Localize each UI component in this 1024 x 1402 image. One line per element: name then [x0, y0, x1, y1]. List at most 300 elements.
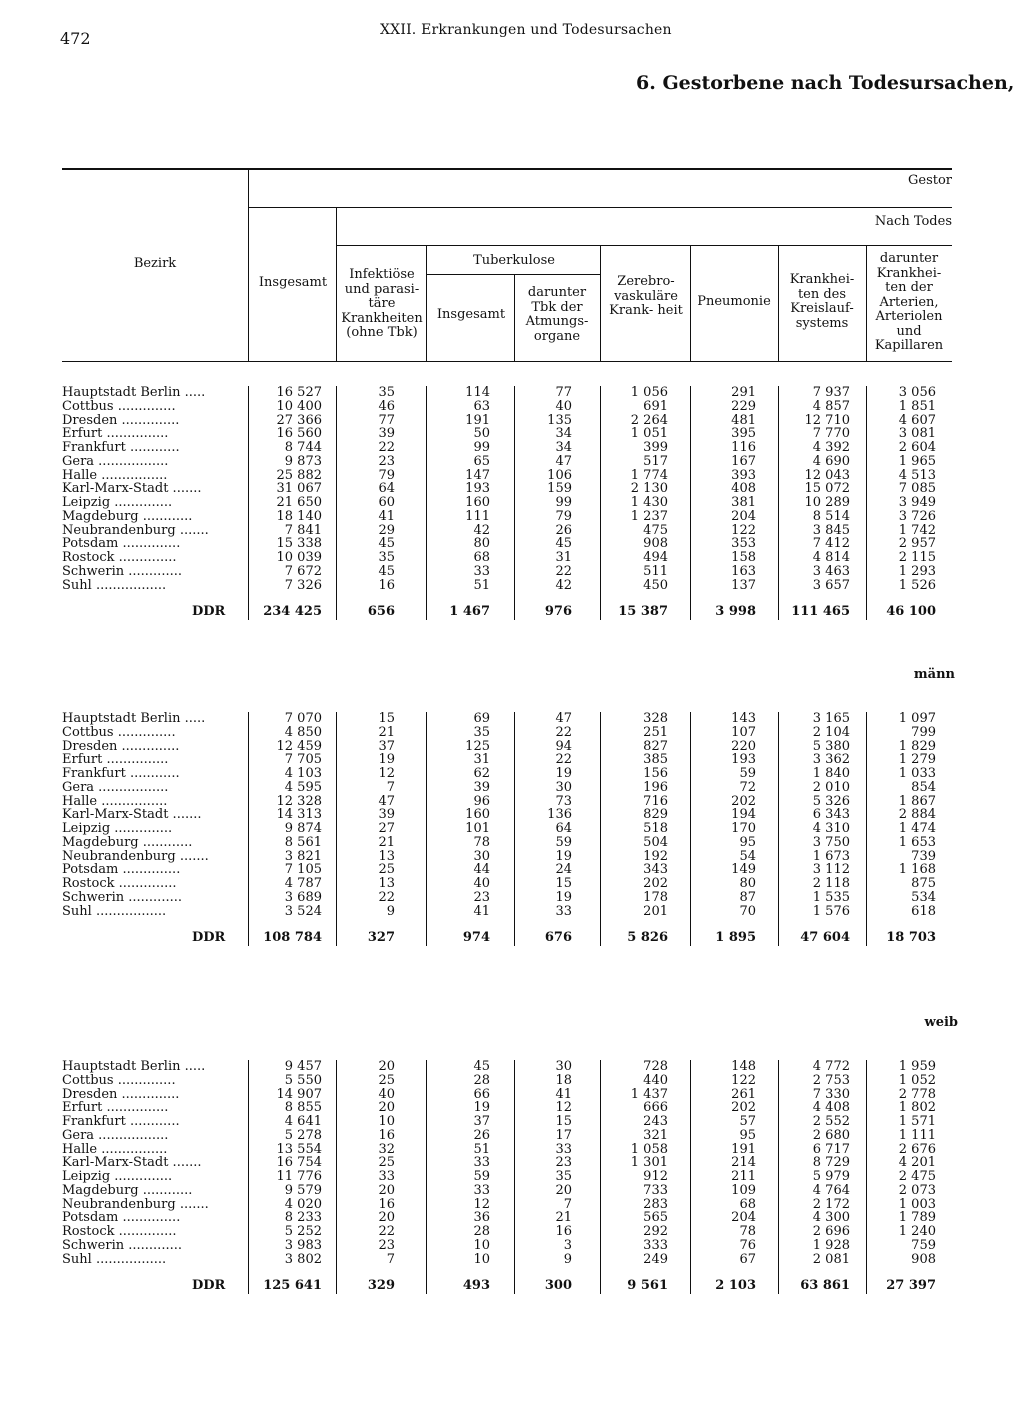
table-row [0, 482, 1024, 496]
table-cell: 87 [739, 889, 756, 905]
total-cell: 676 [544, 930, 572, 946]
table-cell: 64 [555, 821, 572, 836]
table-cell: 3 362 [812, 752, 850, 768]
table-cell: 618 [911, 903, 936, 919]
total-cell: 2 103 [715, 1278, 756, 1294]
table-cell: 3 165 [812, 711, 850, 726]
table-cell: 204 [731, 508, 756, 524]
total-cell: 656 [367, 604, 395, 620]
table-cell: 31 067 [276, 481, 322, 497]
table-cell: 19 [473, 1100, 490, 1116]
table-cell: 30 [473, 848, 490, 864]
table-cell: 9 873 [284, 453, 322, 469]
table-cell: 99 [555, 495, 572, 510]
table-cell: 163 [731, 563, 756, 579]
table-cell: 70 [739, 903, 756, 919]
bezirk-label: Frankfurt ............ [62, 441, 180, 455]
table-row [0, 1143, 1024, 1157]
table-cell: 16 527 [276, 385, 322, 400]
table-cell: 408 [731, 481, 756, 497]
header-tbk-darunter: darunter Tbk der Atmungs- organe [525, 285, 589, 344]
total-cell: 9 561 [627, 1278, 668, 1294]
table-cell: 12 [473, 1196, 490, 1212]
table-cell: 23 [378, 1237, 395, 1253]
table-cell: 4 310 [812, 821, 850, 836]
table-cell: 2 118 [812, 876, 850, 891]
table-row [0, 414, 1024, 428]
table-row [0, 822, 1024, 836]
header-infektioese: Infektiöse und parasi- täre Krankheiten (ohne Tbk) [341, 267, 423, 340]
table-cell: 251 [643, 724, 668, 740]
table-cell: 59 [473, 1169, 490, 1184]
table-cell: 7 937 [812, 385, 850, 400]
table-cell: 14 313 [276, 807, 322, 823]
bezirk-label: Dresden .............. [62, 1087, 180, 1102]
table-cell: 733 [643, 1182, 668, 1198]
table-cell: 42 [473, 522, 490, 538]
header-gestor: Gestor [907, 173, 952, 188]
table-cell: 59 [555, 834, 572, 850]
table-cell: 73 [555, 793, 572, 809]
table-cell: 2 172 [812, 1196, 850, 1212]
table-cell: 79 [555, 508, 572, 524]
table-cell: 8 744 [284, 440, 322, 455]
table-cell: 5 550 [284, 1072, 322, 1088]
table-cell: 158 [731, 550, 756, 565]
table-cell: 23 [473, 889, 490, 905]
table-cell: 15 [378, 711, 395, 726]
table-cell: 666 [643, 1100, 668, 1116]
table-cell: 51 [473, 577, 490, 593]
table-row [0, 1170, 1024, 1184]
table-cell: 2 130 [630, 481, 668, 497]
table-cell: 21 650 [276, 495, 322, 510]
table-cell: 3 [563, 1237, 572, 1253]
table-cell: 27 366 [276, 412, 322, 428]
table-cell: 114 [465, 385, 490, 400]
table-cell: 481 [731, 412, 756, 428]
table-cell: 385 [643, 752, 668, 768]
table-row [0, 1101, 1024, 1115]
table-cell: 135 [547, 412, 572, 428]
table-cell: 799 [911, 724, 936, 740]
table-cell: 67 [739, 1251, 756, 1267]
bezirk-label: Suhl ................. [62, 1252, 167, 1267]
table-cell: 249 [643, 1251, 668, 1267]
table-cell: 33 [378, 1169, 395, 1184]
table-cell: 37 [378, 738, 395, 754]
table-cell: 45 [555, 536, 572, 552]
table-cell: 109 [731, 1182, 756, 1198]
table-cell: 1 293 [898, 563, 936, 579]
bezirk-label: Dresden .............. [62, 739, 180, 754]
table-cell: 14 907 [276, 1086, 322, 1102]
table-cell: 7 [386, 779, 395, 795]
bezirk-label: Potsdam .............. [62, 537, 181, 552]
table-cell: 39 [378, 426, 395, 442]
table-cell: 77 [555, 385, 572, 400]
table-cell: 5 278 [284, 1127, 322, 1143]
table-cell: 291 [731, 385, 756, 400]
table-cell: 59 [739, 766, 756, 781]
table-cell: 33 [555, 1141, 572, 1157]
total-label: DDR [192, 1278, 226, 1294]
table-cell: 1 240 [898, 1224, 936, 1239]
table-cell: 261 [731, 1086, 756, 1102]
total-row [0, 930, 1024, 946]
bezirk-label: Karl-Marx-Stadt ....... [62, 808, 202, 823]
table-cell: 7 330 [812, 1086, 850, 1102]
table-cell: 33 [555, 903, 572, 919]
table-cell: 1 928 [812, 1237, 850, 1253]
table-cell: 15 [555, 1114, 572, 1129]
table-cell: 149 [731, 862, 756, 878]
table-cell: 107 [731, 724, 756, 740]
bezirk-label: Cottbus .............. [62, 399, 176, 414]
table-cell: 39 [473, 779, 490, 795]
table-cell: 353 [731, 536, 756, 552]
table-cell: 4 787 [284, 876, 322, 891]
table-cell: 6 717 [812, 1141, 850, 1157]
table-cell: 517 [643, 453, 668, 469]
table-cell: 7 841 [284, 522, 322, 538]
table-cell: 1 051 [630, 426, 668, 442]
bezirk-label: Halle ................ [62, 1142, 168, 1157]
table-cell: 20 [378, 1059, 395, 1074]
table-cell: 534 [911, 889, 936, 905]
table-cell: 106 [547, 467, 572, 483]
table-cell: 13 [378, 848, 395, 864]
table-cell: 8 855 [284, 1100, 322, 1116]
table-cell: 229 [731, 398, 756, 414]
section-label-weiblich: weib [924, 1015, 958, 1030]
table-cell: 1 774 [630, 467, 668, 483]
total-cell: 46 100 [886, 604, 936, 620]
table-cell: 22 [555, 724, 572, 740]
table-row [0, 1225, 1024, 1239]
total-cell: 47 604 [800, 930, 850, 946]
table-cell: 30 [555, 1059, 572, 1074]
bezirk-label: Erfurt ............... [62, 753, 169, 768]
table-cell: 908 [911, 1251, 936, 1267]
table-cell: 1 789 [898, 1210, 936, 1226]
table-cell: 76 [739, 1237, 756, 1253]
table-cell: 21 [378, 834, 395, 850]
section-label-maennlich: männ [913, 667, 955, 682]
table-title: 6. Gestorbene nach Todesursachen, [636, 72, 1015, 94]
table-cell: 26 [555, 522, 572, 538]
table-cell: 4 857 [812, 398, 850, 414]
table-cell: 156 [643, 766, 668, 781]
table-cell: 7 326 [284, 577, 322, 593]
bezirk-label: Halle ................ [62, 794, 168, 809]
bezirk-label: Hauptstadt Berlin ..... [62, 1060, 206, 1074]
total-row [0, 1278, 1024, 1294]
table-cell: 2 604 [898, 440, 936, 455]
table-cell: 25 [378, 1072, 395, 1088]
total-cell: 5 826 [627, 930, 668, 946]
table-cell: 193 [465, 481, 490, 497]
table-cell: 4 595 [284, 779, 322, 795]
table-cell: 1 526 [898, 577, 936, 593]
table-cell: 47 [378, 793, 395, 809]
table-cell: 10 400 [276, 398, 322, 414]
table-row [0, 781, 1024, 795]
table-cell: 45 [473, 1059, 490, 1074]
insgesamt-column-rule [336, 207, 337, 362]
table-cell: 3 750 [812, 834, 850, 850]
table-row [0, 1074, 1024, 1088]
table-cell: 18 140 [276, 508, 322, 524]
table-cell: 3 726 [898, 508, 936, 524]
table-cell: 15 338 [276, 536, 322, 552]
table-cell: 72 [739, 779, 756, 795]
header-top-rule [62, 168, 952, 170]
header-kreislauf: Krankhei- ten des Kreislauf- systems [789, 272, 855, 331]
table-cell: 137 [731, 577, 756, 593]
table-cell: 22 [378, 1224, 395, 1239]
table-cell: 33 [473, 563, 490, 579]
table-cell: 827 [643, 738, 668, 754]
bezirk-label: Neubrandenburg ....... [62, 849, 209, 864]
table-row [0, 455, 1024, 469]
total-cell: 974 [462, 930, 490, 946]
total-cell: 1 467 [449, 604, 490, 620]
table-cell: 22 [555, 563, 572, 579]
table-cell: 2 264 [630, 412, 668, 428]
bezirk-label: Cottbus .............. [62, 1073, 176, 1088]
table-cell: 475 [643, 522, 668, 538]
header-bottom-rule [62, 361, 952, 362]
table-cell: 283 [643, 1196, 668, 1212]
total-cell: 1 895 [715, 930, 756, 946]
table-cell: 381 [731, 495, 756, 510]
table-cell: 192 [643, 848, 668, 864]
table-cell: 5 252 [284, 1224, 322, 1239]
table-cell: 3 845 [812, 522, 850, 538]
table-cell: 2 475 [898, 1169, 936, 1184]
table-cell: 99 [473, 440, 490, 455]
table-cell: 2 552 [812, 1114, 850, 1129]
table-cell: 1 437 [630, 1086, 668, 1102]
table-cell: 5 979 [812, 1169, 850, 1184]
table-cell: 829 [643, 807, 668, 823]
table-cell: 8 514 [812, 508, 850, 524]
table-cell: 3 524 [284, 903, 322, 919]
table-cell: 243 [643, 1114, 668, 1129]
table-cell: 2 957 [898, 536, 936, 552]
total-cell: 27 397 [886, 1278, 936, 1294]
table-cell: 5 326 [812, 793, 850, 809]
table-cell: 68 [473, 550, 490, 565]
table-cell: 1 058 [630, 1141, 668, 1157]
table-cell: 68 [739, 1196, 756, 1212]
table-cell: 4 201 [898, 1155, 936, 1171]
bezirk-label: Gera ................. [62, 780, 169, 795]
table-cell: 22 [378, 440, 395, 455]
table-cell: 125 [465, 738, 490, 754]
table-cell: 116 [731, 440, 756, 455]
table-cell: 7 770 [812, 426, 850, 442]
table-cell: 40 [473, 876, 490, 891]
table-cell: 19 [555, 889, 572, 905]
table-cell: 10 [378, 1114, 395, 1129]
bezirk-label: Cottbus .............. [62, 725, 176, 740]
table-cell: 40 [555, 398, 572, 414]
table-cell: 8 233 [284, 1210, 322, 1226]
table-cell: 1 056 [630, 385, 668, 400]
table-cell: 2 680 [812, 1127, 850, 1143]
total-cell: 108 784 [263, 930, 322, 946]
table-cell: 41 [473, 903, 490, 919]
total-cell: 111 465 [791, 604, 850, 620]
bezirk-label: Potsdam .............. [62, 1211, 181, 1226]
bezirk-label: Hauptstadt Berlin ..... [62, 386, 206, 400]
table-cell: 220 [731, 738, 756, 754]
table-cell: 10 [473, 1251, 490, 1267]
table-cell: 35 [555, 1169, 572, 1184]
table-cell: 211 [731, 1169, 756, 1184]
table-row [0, 496, 1024, 510]
table-cell: 160 [465, 495, 490, 510]
table-cell: 504 [643, 834, 668, 850]
table-cell: 42 [555, 577, 572, 593]
table-row [0, 537, 1024, 551]
table-cell: 12 [555, 1100, 572, 1116]
table-cell: 66 [473, 1086, 490, 1102]
header-bezirk: Bezirk [133, 256, 177, 271]
table-cell: 1 033 [898, 766, 936, 781]
table-row [0, 469, 1024, 483]
table-cell: 32 [378, 1141, 395, 1157]
table-row [0, 850, 1024, 864]
table-cell: 16 754 [276, 1155, 322, 1171]
bezirk-label: Magdeburg ............ [62, 835, 193, 850]
table-row [0, 427, 1024, 441]
table-cell: 912 [643, 1169, 668, 1184]
table-cell: 41 [378, 508, 395, 524]
table-cell: 94 [555, 738, 572, 754]
table-cell: 20 [378, 1210, 395, 1226]
bezirk-label: Schwerin ............. [62, 1238, 182, 1253]
table-cell: 37 [473, 1114, 490, 1129]
bezirk-label: Frankfurt ............ [62, 767, 180, 781]
bezirk-label: Leipzig .............. [62, 822, 173, 836]
table-cell: 13 [378, 876, 395, 891]
table-cell: 759 [911, 1237, 936, 1253]
table-cell: 691 [643, 398, 668, 414]
table-row [0, 551, 1024, 565]
table-cell: 47 [555, 711, 572, 726]
table-cell: 96 [473, 793, 490, 809]
table-cell: 202 [643, 876, 668, 891]
table-cell: 62 [473, 766, 490, 781]
table-cell: 36 [473, 1210, 490, 1226]
table-cell: 1 301 [630, 1155, 668, 1171]
table-row [0, 795, 1024, 809]
table-cell: 4 513 [898, 467, 936, 483]
table-cell: 2 696 [812, 1224, 850, 1239]
header-tuberkulose: Tuberkulose [473, 253, 555, 268]
table-cell: 54 [739, 848, 756, 864]
header-insgesamt: Insgesamt [258, 275, 328, 290]
table-cell: 19 [555, 766, 572, 781]
table-cell: 716 [643, 793, 668, 809]
table-cell: 7 672 [284, 563, 322, 579]
table-cell: 18 [555, 1072, 572, 1088]
table-cell: 9 [563, 1251, 572, 1267]
table-cell: 16 560 [276, 426, 322, 442]
total-cell: 18 703 [886, 930, 936, 946]
table-row [0, 386, 1024, 400]
table-cell: 22 [378, 889, 395, 905]
bezirk-column-rule [248, 168, 249, 362]
table-cell: 19 [555, 848, 572, 864]
total-row [0, 604, 1024, 620]
table-row [0, 1184, 1024, 1198]
table-cell: 1 535 [812, 889, 850, 905]
table-cell: 20 [378, 1182, 395, 1198]
bezirk-label: Neubrandenburg ....... [62, 523, 209, 538]
table-cell: 1 003 [898, 1196, 936, 1212]
table-cell: 65 [473, 453, 490, 469]
bezirk-label: Gera ................. [62, 454, 169, 469]
table-cell: 494 [643, 550, 668, 565]
table-cell: 3 689 [284, 889, 322, 905]
table-cell: 321 [643, 1127, 668, 1143]
table-cell: 147 [465, 467, 490, 483]
bezirk-label: Karl-Marx-Stadt ....... [62, 482, 202, 497]
gestor-rule [248, 207, 952, 208]
tuberkulose-rule [426, 274, 600, 275]
table-cell: 22 [555, 752, 572, 768]
table-cell: 3 657 [812, 577, 850, 593]
bezirk-label: Dresden .............. [62, 413, 180, 428]
table-cell: 7 105 [284, 862, 322, 878]
table-row [0, 510, 1024, 524]
table-cell: 6 343 [812, 807, 850, 823]
table-cell: 12 459 [276, 738, 322, 754]
table-cell: 739 [911, 848, 936, 864]
table-cell: 8 729 [812, 1155, 850, 1171]
table-cell: 1 430 [630, 495, 668, 510]
table-cell: 1 052 [898, 1072, 936, 1088]
table-cell: 1 802 [898, 1100, 936, 1116]
table-cell: 1 829 [898, 738, 936, 754]
table-cell: 393 [731, 467, 756, 483]
table-cell: 64 [378, 481, 395, 497]
bezirk-label: Magdeburg ............ [62, 1183, 193, 1198]
table-cell: 25 [378, 862, 395, 878]
table-cell: 143 [731, 711, 756, 726]
table-cell: 101 [465, 821, 490, 836]
table-cell: 20 [555, 1182, 572, 1198]
table-cell: 1 965 [898, 453, 936, 469]
table-cell: 4 103 [284, 766, 322, 781]
table-cell: 7 705 [284, 752, 322, 768]
table-cell: 343 [643, 862, 668, 878]
table-row [0, 863, 1024, 877]
tbk-column-rule [600, 245, 601, 362]
table-cell: 9 874 [284, 821, 322, 836]
bezirk-label: Neubrandenburg ....... [62, 1197, 209, 1212]
table-cell: 78 [473, 834, 490, 850]
table-cell: 31 [473, 752, 490, 768]
table-cell: 1 111 [898, 1127, 936, 1143]
table-cell: 159 [547, 481, 572, 497]
total-cell: 3 998 [715, 604, 756, 620]
table-row [0, 1129, 1024, 1143]
